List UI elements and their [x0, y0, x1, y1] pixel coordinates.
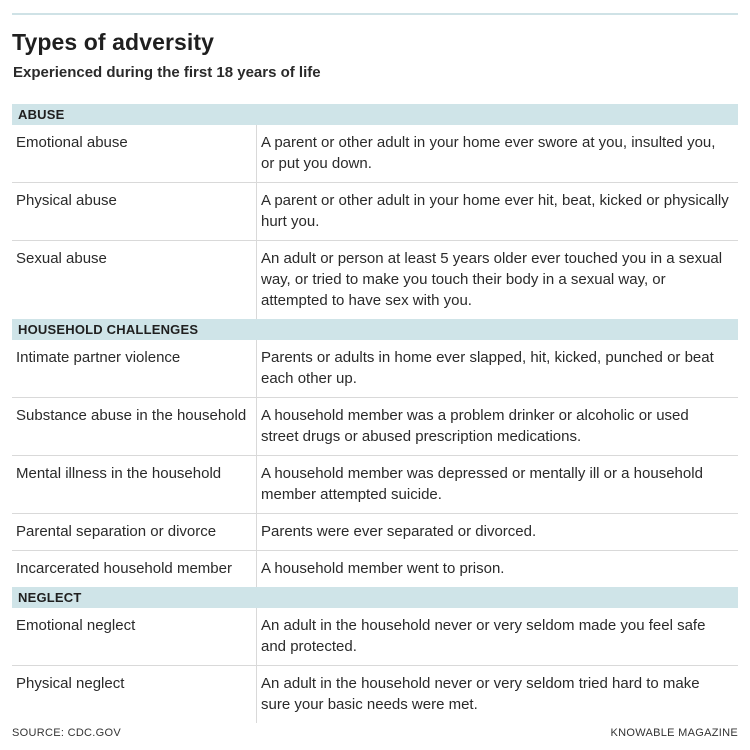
table-row	[12, 666, 738, 723]
adversity-description: A household member was depressed or mentally ill or a household member attempted suicide.	[261, 465, 703, 503]
table-row	[12, 241, 738, 319]
table-row	[12, 456, 738, 514]
section-header-neglect: NEGLECT	[12, 587, 738, 608]
adversity-table	[12, 104, 738, 723]
adversity-description: A household member was a problem drinker or alcoholic or used street drugs or abused prescription medications.	[261, 407, 689, 445]
adversity-type: Physical neglect	[12, 666, 257, 723]
adversity-description: An adult in the household never or very seldom tried hard to make sure your basic needs were met.	[261, 675, 700, 713]
adversity-description: An adult in the household never or very seldom made you feel safe and protected.	[261, 617, 706, 655]
table-row	[12, 514, 738, 551]
adversity-type: Parental separation or divorce	[12, 514, 257, 550]
table-row	[12, 398, 738, 456]
page-subtitle: Experienced during the first 18 years of life	[13, 64, 321, 81]
table-row	[12, 183, 738, 241]
adversity-type: Mental illness in the household	[12, 456, 257, 513]
adversity-type: Sexual abuse	[12, 241, 257, 319]
adversity-type: Emotional abuse	[12, 125, 257, 182]
adversity-description: A parent or other adult in your home ever swore at you, insulted you, or put you down.	[261, 134, 716, 172]
adversity-description: An adult or person at least 5 years older ever touched you in a sexual way, or tried to make you touch their body in a sexual way, or attempted to have sex with you.	[261, 250, 723, 309]
section-header-abuse: ABUSE	[12, 104, 738, 125]
publisher-credit: KNOWABLE MAGAZINE	[610, 727, 738, 739]
adversity-description: A household member went to prison.	[261, 560, 505, 577]
adversity-description: Parents were ever separated or divorced.	[261, 523, 537, 540]
adversity-description: Parents or adults in home ever slapped, hit, kicked, punched or beat each other up.	[261, 349, 714, 387]
adversity-type: Intimate partner violence	[12, 340, 257, 397]
table-row	[12, 340, 738, 398]
adversity-type: Substance abuse in the household	[12, 398, 257, 455]
adversity-description: A parent or other adult in your home ever hit, beat, kicked or physically hurt you.	[261, 192, 729, 230]
section-header-household-challenges: HOUSEHOLD CHALLENGES	[12, 319, 738, 340]
top-rule	[12, 13, 738, 15]
adversity-type: Physical abuse	[12, 183, 257, 240]
page-title: Types of adversity	[12, 29, 215, 55]
table-row	[12, 125, 738, 183]
adversity-type: Incarcerated household member	[12, 551, 257, 587]
adversity-type: Emotional neglect	[12, 608, 257, 665]
table-row	[12, 608, 738, 666]
table-row	[12, 551, 738, 587]
source-credit: SOURCE: CDC.GOV	[12, 727, 122, 739]
